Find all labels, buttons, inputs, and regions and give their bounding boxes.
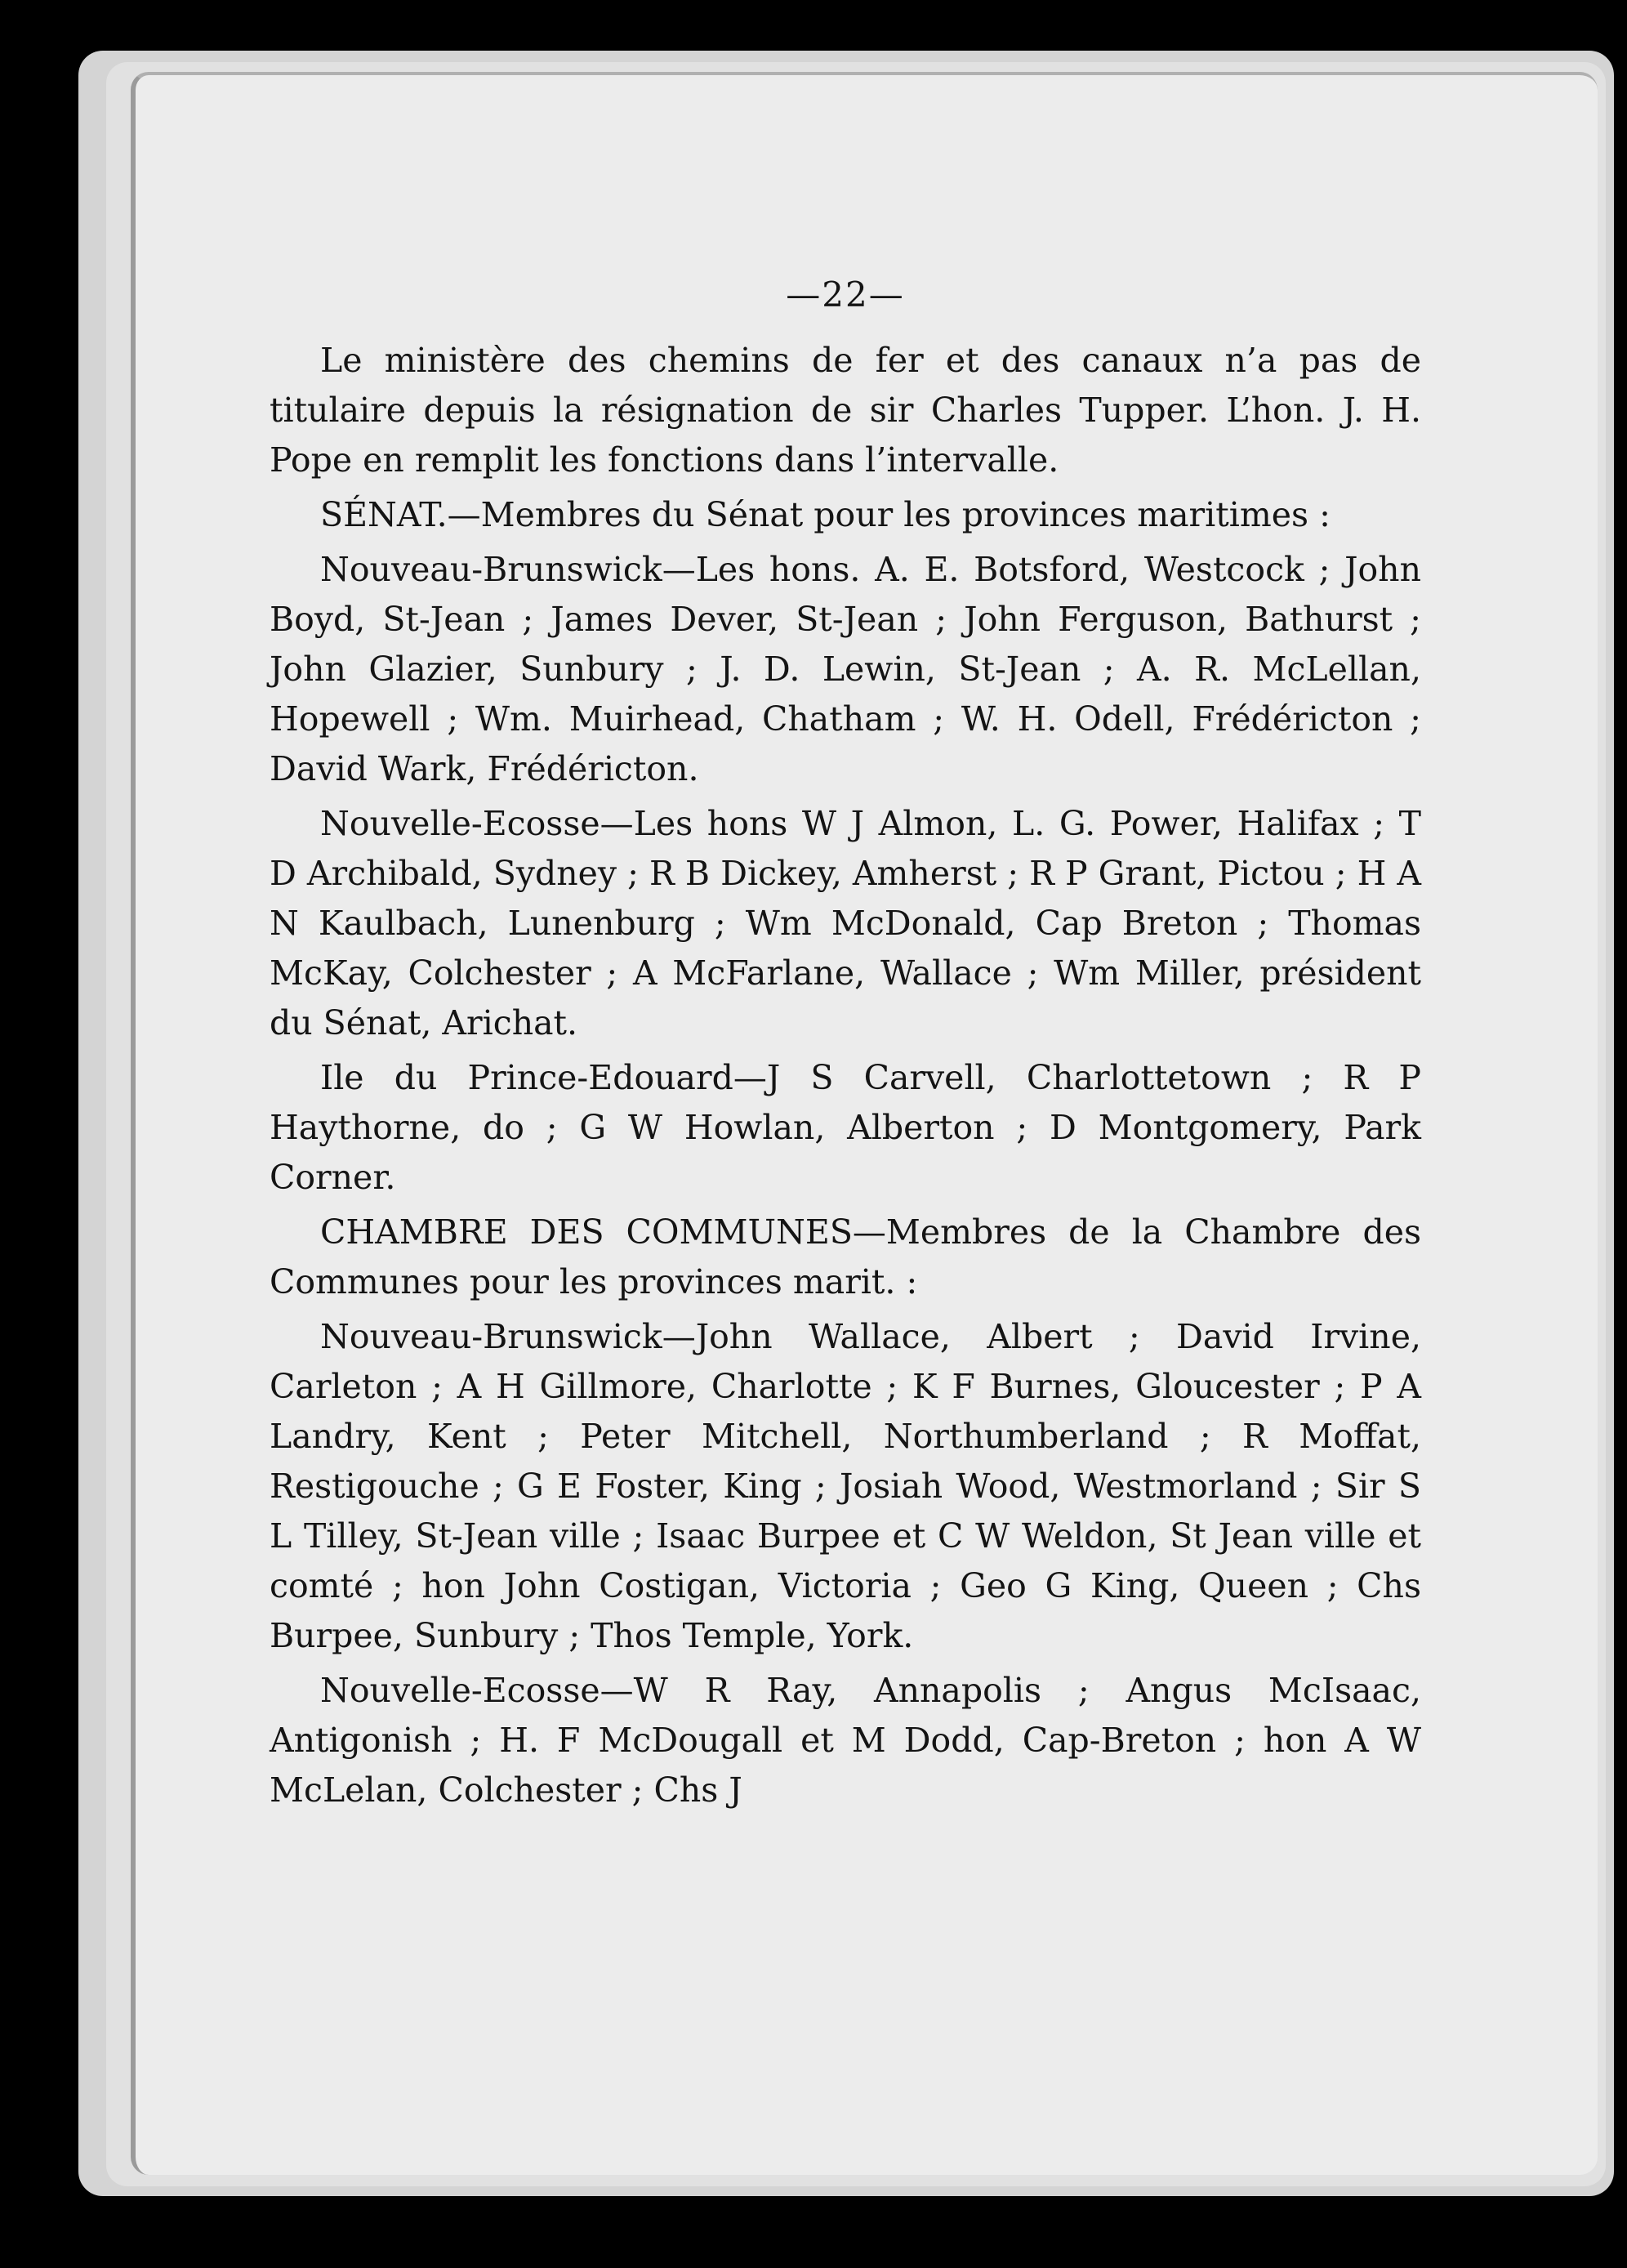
paragraph-senate-nova-scotia: Nouvelle-Ecosse—Les hons W J Almon, L. G. Power, Halifax ; T D Archibald, Sydney ; R B Dickey, Amherst ; R P Grant, Pictou ; H A N Kaulbach, Lunenburg ; Wm McDonald, Cap Breton ; Thomas McKay, Colchester ; A McFarlane, Wallace ; Wm Miller, président du Sénat, Arichat. bbox=[270, 804, 1421, 1042]
paragraph-ministry: Le ministère des chemins de fer et des canaux n’a pas de titulaire depuis la résignation de sir Charles Tupper. L’hon. J. H. Pope en remplit les fonctions dans l’intervalle. bbox=[270, 341, 1421, 480]
paragraph-commons-heading: CHAMBRE DES COMMUNES—Membres de la Chambre des Communes pour les provinces marit. : bbox=[270, 1212, 1421, 1301]
page-text bbox=[270, 270, 1421, 1820]
paragraph-senate-pei: Ile du Prince-Edouard—J S Carvell, Charlottetown ; R P Haythorne, do ; G W Howlan, Alberton ; D Montgomery, Park Corner. bbox=[270, 1058, 1421, 1197]
paragraph-commons-new-brunswick: Nouveau-Brunswick—John Wallace, Albert ; David Irvine, Carleton ; A H Gillmore, Charlotte ; K F Burnes, Gloucester ; P A Landry, Kent ; Peter Mitchell, Northumberland ; R Moffat, Restigouche ; G E Foster, King ; Josiah Wood, Westmorland ; Sir S L Tilley, St-Jean ville ; Isaac Burpee et C W Weldon, St Jean ville et comté ; hon John Costigan, Victoria ; Geo G King, Queen ; Chs Burpee, Sunbury ; Thos Temple, York. bbox=[270, 1317, 1421, 1655]
page-number: —22— bbox=[786, 275, 905, 315]
paragraph-senate-new-brunswick: Nouveau-Brunswick—Les hons. A. E. Botsford, Westcock ; John Boyd, St-Jean ; James Dever, St-Jean ; John Ferguson, Bathurst ; John Glazier, Sunbury ; J. D. Lewin, St-Jean ; A. R. McLellan, Hopewell ; Wm. Muirhead, Chatham ; W. H. Odell, Frédéricton ; David Wark, Frédéricton. bbox=[270, 550, 1421, 788]
paragraph-commons-nova-scotia: Nouvelle-Ecosse—W R Ray, Annapolis ; Angus McIsaac, Antigonish ; H. F McDougall et M Dodd, Cap-Breton ; hon A W McLelan, Colchester ; Chs J bbox=[270, 1671, 1421, 1810]
paragraph-senate-heading: SÉNAT.—Membres du Sénat pour les provinces maritimes : bbox=[320, 495, 1331, 534]
